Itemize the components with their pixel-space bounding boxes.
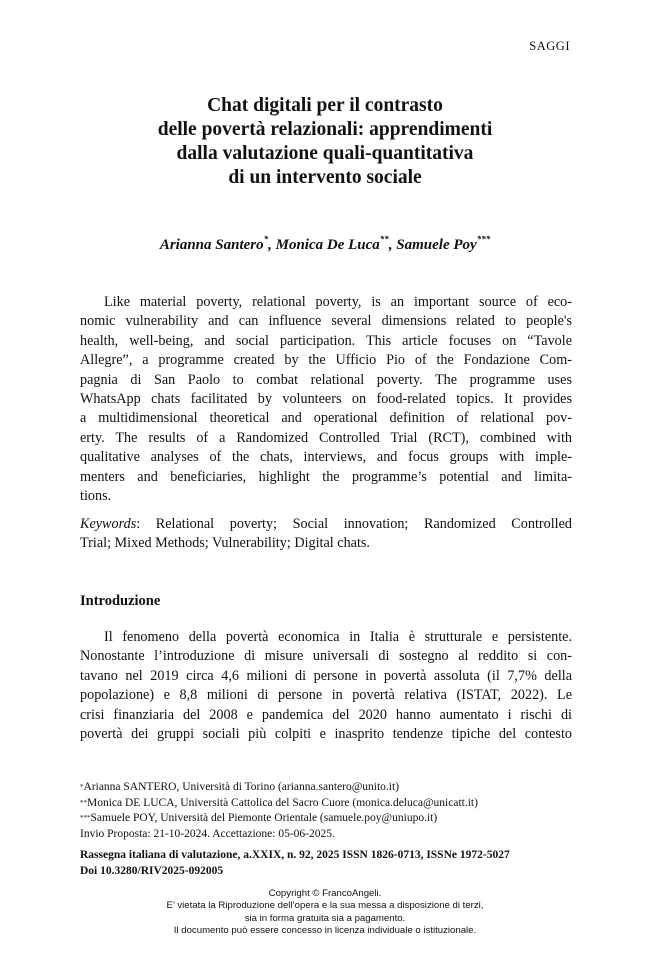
keywords-label: Keywords xyxy=(80,516,137,532)
journal-citation: Rassegna italiana di valutazione, a.XXIX, n. 92, 2025 ISSN 1826-0713, ISSNe 1972-5027 xyxy=(80,849,510,861)
abstract-line: nomic vulnerability and can influence several dimensions related to people's xyxy=(80,313,572,330)
copyright-line: Copyright © FrancoAngeli. xyxy=(268,888,382,899)
abstract-line: qualitative analyses of the chats, interviews, and focus groups with imple- xyxy=(80,449,572,466)
title-line: delle povertà relazionali: apprendimenti xyxy=(157,119,493,140)
copyright-line: Il documento può essere concesso in licenza individuale o istituzionale. xyxy=(173,924,477,936)
abstract-line: a multidimensional theoretical and operational definition of relational pov- xyxy=(80,410,572,427)
journal-doi: Doi 10.3280/RIV2025-092005 xyxy=(80,864,224,877)
abstract-line: erty. The results of a Randomized Controlled Trial (RCT), combined with xyxy=(80,429,572,446)
abstract-line: health, well-being, and social participation. This article focuses on “Tavole xyxy=(80,332,572,349)
footnote-text: Samuele POY, Università del Piemonte Orientale (samuele.poy@uniupo.it) xyxy=(90,812,438,824)
abstract-line: WhatsApp chats facilitated by volunteers on food-related topics. It provides xyxy=(80,391,572,408)
abstract-line: Allegre”, a programme created by the Ufficio Pio of the Fondazione Com- xyxy=(80,352,572,369)
footnote-marker: ** xyxy=(80,798,87,807)
submission-dates: Invio Proposta: 21-10-2024. Accettazione: 05-06-2025. xyxy=(80,827,335,840)
body-line: povertà dei gruppi sociali più colpiti e inasprito tendenze tipiche del contesto xyxy=(80,726,572,743)
title-line: di un intervento sociale xyxy=(228,167,422,188)
footnote xyxy=(80,796,580,812)
body-line: popolazione) e 8,8 milioni di persone in povertà relativa (ISTAT, 2022). Le xyxy=(80,687,572,704)
article-title xyxy=(0,94,650,190)
copyright-notice xyxy=(0,888,650,937)
keywords-text: : Relational poverty; Social innovation; Randomized Controlled xyxy=(136,516,572,532)
title-line: dalla valutazione quali-quantitativa xyxy=(176,143,474,164)
footnote-text: Arianna SANTERO, Università di Torino (arianna.santero@unito.it) xyxy=(83,781,400,793)
copyright-line: sia in forma gratuita sia a pagamento. xyxy=(244,912,406,924)
footnote-marker: ** xyxy=(379,234,389,244)
footnote-text: Monica DE LUCA, Università Cattolica del Sacro Cuore (monica.deluca@unicatt.it) xyxy=(87,796,478,809)
footnote xyxy=(80,780,580,796)
journal-info xyxy=(80,848,510,879)
footnote-marker: * xyxy=(263,234,269,244)
body-line: Nonostante l’introduzione di misure universali di sostegno al reddito si con- xyxy=(80,648,572,665)
footnote-marker: *** xyxy=(80,814,91,822)
keywords xyxy=(80,515,572,554)
section-label: SAGGI xyxy=(529,39,570,53)
title-line: Chat digitali per il contrasto xyxy=(207,95,443,116)
footnote-marker: *** xyxy=(476,234,491,244)
abstract xyxy=(80,293,572,506)
abstract-line: tions. xyxy=(80,488,112,505)
author-name: , Monica De Luca xyxy=(268,237,380,253)
abstract-line: Like material poverty, relational poverty, is an important source of eco- xyxy=(104,294,572,310)
keywords-line xyxy=(80,515,572,534)
body-line: tavano nel 2019 circa 4,6 milioni di persone in povertà assoluta (il 7,7% della xyxy=(80,667,572,684)
section-heading: Introduzione xyxy=(80,593,161,609)
footnote-marker: * xyxy=(80,783,84,791)
body-line: Il fenomeno della povertà economica in Italia è strutturale e persistente. xyxy=(104,629,572,645)
author-name: Arianna Santero xyxy=(159,237,264,253)
author-name: , Samuele Poy xyxy=(388,237,477,253)
author-list xyxy=(0,234,650,254)
introduction-text xyxy=(80,628,572,744)
body-line: crisi finanziaria del 2008 e pandemica del 2020 hanno aumentato i rischi di xyxy=(80,706,572,723)
abstract-line: menters and beneficiaries, highlight the programme’s potential and limita- xyxy=(80,468,572,485)
footnotes xyxy=(80,780,580,842)
copyright-line: E’ vietata la Riproduzione dell’opera e la sua messa a disposizione di terzi, xyxy=(166,900,484,912)
keywords-line: Trial; Mixed Methods; Vulnerability; Digital chats. xyxy=(80,535,370,552)
footnote xyxy=(80,811,580,827)
abstract-line: pagnia di San Paolo to combat relational poverty. The programme uses xyxy=(80,371,572,388)
